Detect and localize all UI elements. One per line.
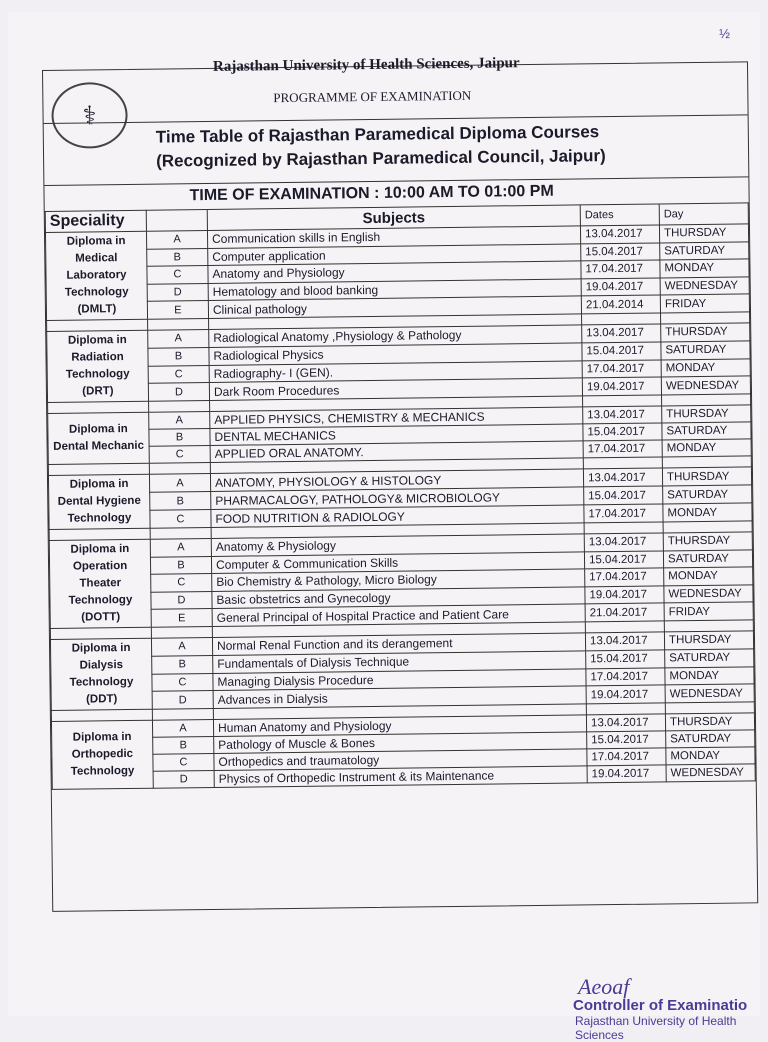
date-cell: 17.04.2017 bbox=[584, 504, 663, 523]
subject-cell: DENTAL MECHANICS bbox=[210, 424, 583, 446]
subject-code-cell: A bbox=[149, 473, 210, 492]
subject-code-cell: C bbox=[150, 509, 211, 528]
date-cell: 15.04.2017 bbox=[582, 342, 661, 361]
day-cell: SATURDAY bbox=[663, 485, 752, 504]
day-cell: WEDNESDAY bbox=[660, 277, 749, 296]
subject-code-cell: C bbox=[153, 753, 214, 771]
speciality-cell: Diploma in Dental Mechanic bbox=[48, 412, 150, 464]
date-cell: 15.04.2017 bbox=[584, 551, 663, 570]
subject-code-cell: C bbox=[148, 365, 209, 383]
subject-cell: Normal Renal Function and its derangement bbox=[212, 633, 585, 655]
exam-time: TIME OF EXAMINATION : 10:00 AM TO 01:00 PM bbox=[189, 182, 554, 205]
day-cell: SATURDAY bbox=[662, 422, 751, 440]
col-day: Day bbox=[659, 203, 748, 225]
speciality-cell: Diploma in Operation Theater Technology (DOTT) bbox=[49, 539, 151, 628]
day-cell: SATURDAY bbox=[663, 549, 752, 568]
subject-code-cell: C bbox=[147, 266, 208, 284]
date-cell: 19.04.2017 bbox=[587, 765, 666, 783]
timetable-subtitle: (Recognized by Rajasthan Paramedical Council, Jaipur) bbox=[156, 146, 606, 171]
day-cell: FRIDAY bbox=[660, 294, 749, 313]
date-cell: 17.04.2017 bbox=[582, 359, 661, 378]
speciality-cell: Diploma in Radiation Technology (DRT) bbox=[47, 330, 149, 402]
date-cell: 15.04.2017 bbox=[584, 486, 663, 505]
document-sheet bbox=[8, 12, 760, 1042]
day-cell: WEDNESDAY bbox=[666, 764, 755, 782]
date-cell: 17.04.2017 bbox=[586, 667, 665, 686]
subject-code-cell: D bbox=[152, 691, 213, 709]
subject-cell: APPLIED PHYSICS, CHEMISTRY & MECHANICS bbox=[210, 407, 583, 429]
subject-code-cell: B bbox=[150, 556, 211, 574]
subject-code-cell: B bbox=[152, 655, 213, 673]
page-marker: ½ bbox=[719, 26, 730, 41]
speciality-cell: Diploma in Dental Hygiene Technology bbox=[48, 474, 150, 529]
gap-cell bbox=[149, 400, 210, 412]
day-cell: MONDAY bbox=[664, 567, 753, 586]
day-cell: WEDNESDAY bbox=[661, 376, 750, 395]
subject-cell: Fundamentals of Dialysis Technique bbox=[213, 651, 586, 673]
gap-cell bbox=[152, 708, 213, 720]
subject-code-cell: D bbox=[147, 283, 208, 301]
gap-cell bbox=[149, 462, 210, 474]
day-cell: WEDNESDAY bbox=[665, 684, 754, 703]
subject-code-cell: A bbox=[148, 329, 209, 347]
subject-cell: Hematology and blood banking bbox=[208, 279, 581, 301]
subject-cell: Managing Dialysis Procedure bbox=[213, 668, 586, 690]
subject-cell: Radiography- I (GEN). bbox=[209, 360, 582, 382]
day-cell: THURSDAY bbox=[665, 713, 754, 731]
subject-cell: Human Anatomy and Physiology bbox=[213, 715, 586, 737]
speciality-cell: Diploma in Orthopedic Technology bbox=[51, 720, 153, 789]
col-subjects: Subjects bbox=[207, 205, 580, 231]
subject-cell: Clinical pathology bbox=[208, 296, 581, 318]
programme-heading: PROGRAMME OF EXAMINATION bbox=[273, 87, 472, 106]
subject-code-cell: C bbox=[152, 673, 213, 691]
subject-cell: Anatomy and Physiology bbox=[208, 261, 581, 283]
subject-cell: APPLIED ORAL ANATOMY. bbox=[210, 441, 583, 463]
subject-cell: General Principal of Hospital Practice and Patient Care bbox=[212, 604, 585, 626]
day-cell: THURSDAY bbox=[663, 532, 752, 551]
subject-cell: FOOD NUTRITION & RADIOLOGY bbox=[211, 505, 584, 528]
subject-code-cell: B bbox=[150, 491, 211, 510]
subject-code-cell: D bbox=[151, 591, 212, 609]
subject-code-cell: A bbox=[149, 411, 210, 429]
day-cell: SATURDAY bbox=[666, 730, 755, 748]
subject-code-cell: E bbox=[151, 609, 212, 627]
subject-cell: PHARMACALOGY, PATHOLOGY& MICROBIOLOGY bbox=[211, 487, 584, 510]
subject-code-cell: A bbox=[151, 637, 212, 655]
day-cell: SATURDAY bbox=[661, 341, 750, 360]
stamp-organization: Rajasthan University of Health Sciences bbox=[575, 1014, 737, 1042]
day-cell: MONDAY bbox=[663, 503, 752, 522]
date-cell: 21.04.2017 bbox=[585, 603, 664, 622]
date-cell: 13.04.2017 bbox=[583, 406, 662, 424]
day-cell: MONDAY bbox=[666, 747, 755, 765]
subject-code-cell: A bbox=[150, 538, 211, 556]
day-cell: SATURDAY bbox=[665, 649, 754, 668]
date-cell: 13.04.2017 bbox=[582, 324, 661, 343]
day-cell: THURSDAY bbox=[659, 224, 748, 243]
timetable-title: Time Table of Rajasthan Paramedical Diploma Courses bbox=[155, 122, 600, 147]
col-speciality: Speciality bbox=[45, 210, 146, 232]
timetable-frame bbox=[42, 55, 758, 912]
subject-code-cell: A bbox=[146, 230, 207, 248]
date-cell: 13.04.2017 bbox=[580, 225, 659, 244]
date-cell: 13.04.2017 bbox=[584, 533, 663, 552]
subject-cell: Physics of Orthopedic Instrument & its Maintenance bbox=[214, 766, 587, 788]
day-cell: MONDAY bbox=[661, 358, 750, 377]
date-cell: 19.04.2017 bbox=[586, 685, 665, 704]
subject-cell: Communication skills in English bbox=[207, 226, 580, 248]
day-cell: THURSDAY bbox=[662, 405, 751, 423]
date-cell: 15.04.2017 bbox=[586, 650, 665, 669]
date-cell: 15.04.2017 bbox=[581, 243, 660, 262]
subject-cell: Computer & Communication Skills bbox=[211, 552, 584, 574]
subject-cell: Orthopedics and traumatology bbox=[214, 749, 587, 771]
col-dates: Dates bbox=[580, 204, 659, 226]
subject-cell: Anatomy & Physiology bbox=[211, 534, 584, 556]
subject-code-cell: C bbox=[151, 574, 212, 592]
signature: Aeoaf bbox=[578, 974, 630, 999]
subject-code-cell: A bbox=[152, 719, 213, 737]
subject-cell: Dark Room Procedures bbox=[209, 378, 582, 400]
date-cell: 19.04.2017 bbox=[581, 278, 660, 297]
day-cell: THURSDAY bbox=[662, 467, 751, 486]
subject-cell: ANATOMY, PHYSIOLOGY & HISTOLOGY bbox=[210, 469, 583, 492]
day-cell: THURSDAY bbox=[661, 323, 750, 342]
subject-code-cell: B bbox=[149, 428, 210, 446]
university-name: Rajasthan University of Health Sciences, Jaipur bbox=[212, 55, 520, 75]
subject-cell: Pathology of Muscle & Bones bbox=[214, 732, 587, 754]
gap-cell bbox=[148, 318, 209, 330]
date-cell: 19.04.2017 bbox=[585, 586, 664, 605]
gap-cell bbox=[150, 527, 211, 539]
col-code bbox=[146, 209, 207, 231]
date-cell: 15.04.2017 bbox=[587, 731, 666, 749]
university-seal-icon: ⚕ bbox=[51, 82, 128, 149]
divider bbox=[44, 114, 748, 124]
subject-cell: Advances in Dialysis bbox=[213, 686, 586, 708]
day-cell: MONDAY bbox=[660, 259, 749, 278]
subject-cell: Bio Chemistry & Pathology, Micro Biology bbox=[212, 569, 585, 591]
subject-cell: Computer application bbox=[208, 244, 581, 266]
subject-cell: Radiological Anatomy ,Physiology & Pathology bbox=[209, 325, 582, 347]
day-cell: FRIDAY bbox=[664, 602, 753, 621]
date-cell: 13.04.2017 bbox=[586, 714, 665, 732]
day-cell: MONDAY bbox=[662, 439, 751, 457]
date-cell: 17.04.2017 bbox=[587, 748, 666, 766]
day-cell: SATURDAY bbox=[660, 241, 749, 260]
date-cell: 17.04.2017 bbox=[585, 568, 664, 587]
subject-code-cell: B bbox=[148, 347, 209, 365]
subject-code-cell: B bbox=[153, 736, 214, 754]
date-cell: 13.04.2017 bbox=[585, 632, 664, 651]
subject-code-cell: B bbox=[147, 248, 208, 266]
subject-cell: Basic obstetrics and Gynecology bbox=[212, 587, 585, 609]
date-cell: 21.04.2014 bbox=[581, 295, 660, 314]
subject-cell: Radiological Physics bbox=[209, 343, 582, 365]
subject-code-cell: C bbox=[149, 445, 210, 463]
subject-code-cell: D bbox=[148, 383, 209, 401]
day-cell: WEDNESDAY bbox=[664, 585, 753, 604]
day-cell: MONDAY bbox=[665, 666, 754, 685]
timetable-table bbox=[45, 202, 756, 790]
speciality-cell: Diploma in Dialysis Technology (DDT) bbox=[50, 638, 152, 710]
date-cell: 17.04.2017 bbox=[583, 440, 662, 458]
date-cell: 13.04.2017 bbox=[583, 468, 662, 487]
date-cell: 19.04.2017 bbox=[582, 377, 661, 396]
date-cell: 17.04.2017 bbox=[581, 260, 660, 279]
subject-code-cell: E bbox=[147, 301, 208, 319]
subject-code-cell: D bbox=[153, 770, 214, 788]
speciality-cell: Diploma in Medical Laboratory Technology (DMLT) bbox=[45, 231, 147, 320]
stamp-title: Controller of Examinatio bbox=[573, 997, 748, 1014]
day-cell: THURSDAY bbox=[664, 631, 753, 650]
date-cell: 15.04.2017 bbox=[583, 423, 662, 441]
gap-cell bbox=[151, 626, 212, 638]
